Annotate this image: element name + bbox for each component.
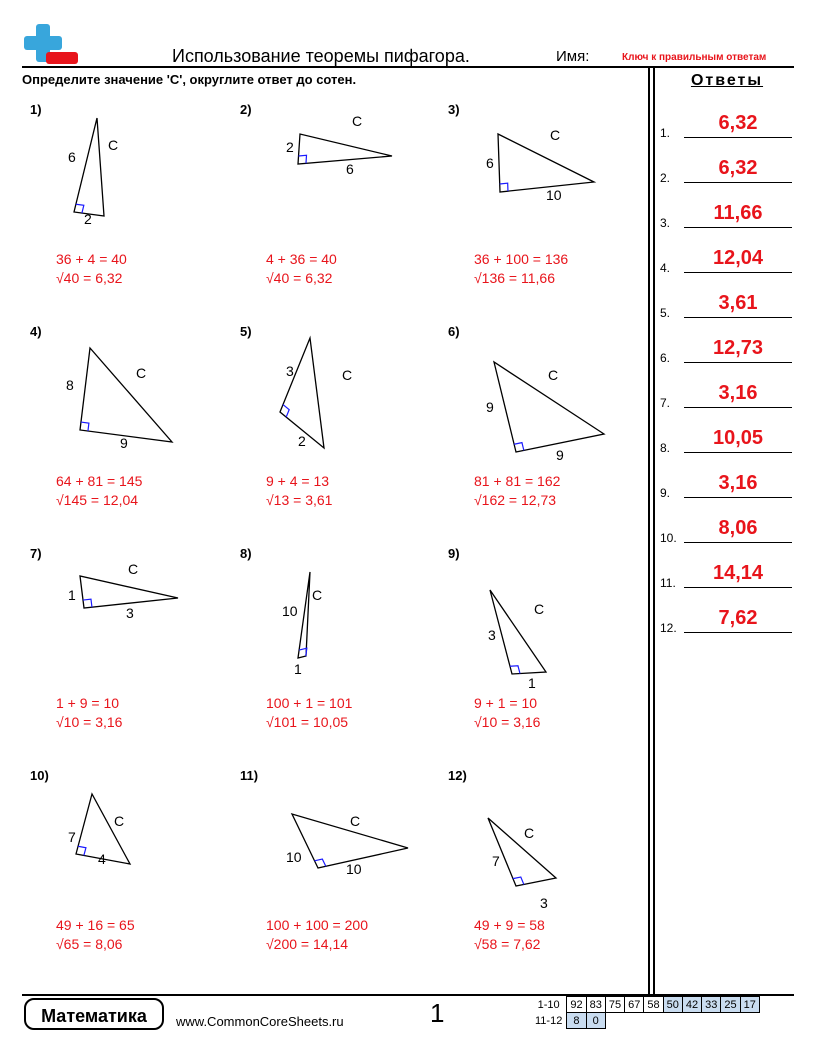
solution-root: √10 = 3,16 — [56, 714, 123, 730]
hypotenuse-label: C — [136, 365, 147, 381]
leg-b-label: 2 — [298, 433, 306, 449]
answer-row — [660, 280, 794, 320]
answer-column-divider — [653, 66, 655, 996]
answer-row — [660, 145, 794, 185]
problem-cell — [22, 100, 222, 310]
leg-b-label: 10 — [546, 187, 562, 203]
problem-cell — [232, 544, 432, 754]
right-triangle — [22, 544, 222, 694]
answer-line — [684, 272, 792, 273]
right-triangle — [22, 322, 222, 472]
answer-number: 5. — [660, 306, 671, 320]
problem-number: 10) — [30, 768, 49, 783]
solution-sum: 9 + 1 = 10 — [474, 695, 538, 711]
answer-number: 4. — [660, 261, 671, 275]
leg-b-label: 4 — [98, 851, 106, 867]
hypotenuse-label: C — [108, 137, 119, 153]
hypotenuse-label: C — [350, 813, 361, 829]
hypotenuse-label: C — [550, 127, 561, 143]
solution-root: √40 = 6,32 — [266, 270, 333, 286]
problem-cell — [232, 100, 432, 310]
answer-line — [684, 362, 792, 363]
solution-sum: 100 + 100 = 200 — [266, 917, 368, 933]
right-triangle — [440, 100, 640, 250]
answer-value: 6,32 — [718, 112, 758, 134]
logo-icon — [22, 22, 80, 68]
triangle-shape — [298, 572, 310, 658]
triangle-shape — [298, 134, 392, 164]
answer-line — [684, 227, 792, 228]
leg-a-label: 7 — [68, 829, 76, 845]
problem-cell — [22, 544, 222, 754]
hypotenuse-label: C — [524, 825, 535, 841]
answer-value: 3,16 — [718, 382, 758, 404]
score-cell: 83 — [586, 997, 605, 1013]
right-triangle — [232, 544, 432, 694]
leg-b-label: 9 — [556, 447, 564, 463]
score-cell: 50 — [663, 997, 682, 1013]
hypotenuse-label: C — [534, 601, 545, 617]
name-label: Имя: — [556, 48, 590, 65]
answer-row — [660, 415, 794, 455]
leg-b-label: 6 — [346, 161, 354, 177]
answer-key-label: Ключ к правильным ответам — [622, 52, 767, 63]
answer-value: 7,62 — [718, 607, 758, 629]
right-angle-mark — [76, 204, 84, 213]
problem-number: 4) — [30, 324, 42, 339]
problem-number: 9) — [448, 546, 460, 561]
solution-root: √162 = 12,73 — [474, 492, 557, 508]
worksheet-title: Использование теоремы пифагора. — [172, 46, 470, 66]
answers-heading: Ответы — [690, 72, 764, 89]
solution-root: √10 = 3,16 — [474, 714, 541, 730]
problem-cell — [22, 766, 222, 976]
answer-line — [684, 137, 792, 138]
answer-row — [660, 190, 794, 230]
answer-row — [660, 370, 794, 410]
answer-value: 8,06 — [718, 517, 758, 539]
leg-a-label: 6 — [68, 149, 76, 165]
answer-value: 3,61 — [718, 292, 758, 314]
triangle-shape — [498, 134, 594, 192]
brand-badge: Математика — [24, 998, 164, 1030]
problem-number: 3) — [448, 102, 460, 117]
hypotenuse-label: C — [352, 113, 363, 129]
answer-row — [660, 460, 794, 500]
answer-row — [660, 235, 794, 275]
leg-a-label: 6 — [486, 155, 494, 171]
problem-cell — [440, 544, 640, 754]
solution-sum: 49 + 16 = 65 — [56, 917, 135, 933]
problem-number: 5) — [240, 324, 252, 339]
answer-number: 12. — [660, 621, 677, 635]
answer-value: 11,66 — [713, 202, 763, 224]
leg-a-label: 10 — [282, 603, 298, 619]
score-cell: 75 — [605, 997, 624, 1013]
score-cell: 33 — [702, 997, 721, 1013]
answer-line — [684, 542, 792, 543]
problem-cell — [440, 766, 640, 976]
score-table — [532, 996, 760, 1029]
problem-cell — [22, 322, 222, 532]
problem-number: 8) — [240, 546, 252, 561]
score-cell: 17 — [740, 997, 759, 1013]
solution-sum: 1 + 9 = 10 — [56, 695, 120, 711]
solution-root: √65 = 8,06 — [56, 936, 123, 952]
problem-cell — [232, 766, 432, 976]
right-triangle — [22, 766, 222, 916]
page-number: 1 — [430, 998, 445, 1028]
answer-value: 12,04 — [712, 247, 764, 269]
answer-row — [660, 325, 794, 365]
answer-number: 7. — [660, 396, 671, 410]
score-cell: 67 — [625, 997, 644, 1013]
answer-row — [660, 100, 794, 140]
problem-number: 7) — [30, 546, 42, 561]
leg-a-label: 1 — [68, 587, 76, 603]
leg-a-label: 3 — [286, 363, 294, 379]
solution-sum: 81 + 81 = 162 — [474, 473, 561, 489]
problem-number: 12) — [448, 768, 467, 783]
solution-root: √101 = 10,05 — [266, 714, 349, 730]
answer-number: 6. — [660, 351, 671, 365]
answer-number: 8. — [660, 441, 671, 455]
answer-line — [684, 407, 792, 408]
score-row-label: 11-12 — [535, 1014, 563, 1027]
problem-number: 1) — [30, 102, 42, 117]
hypotenuse-label: C — [114, 813, 125, 829]
answer-line — [684, 317, 792, 318]
triangle-shape — [488, 818, 556, 886]
triangle-shape — [80, 348, 172, 442]
right-angle-mark — [500, 183, 508, 191]
right-triangle — [22, 100, 222, 250]
answer-row — [660, 505, 794, 545]
leg-b-label: 1 — [528, 675, 536, 691]
answer-line — [684, 587, 792, 588]
leg-b-label: 2 — [84, 211, 92, 227]
solution-sum: 36 + 100 = 136 — [474, 251, 569, 267]
leg-a-label: 3 — [488, 627, 496, 643]
leg-a-label: 9 — [486, 399, 494, 415]
answer-number: 11. — [660, 576, 676, 590]
answer-value: 10,05 — [712, 427, 764, 449]
score-row-label: 1-10 — [537, 998, 560, 1011]
problem-cell — [232, 322, 432, 532]
answer-line — [684, 452, 792, 453]
solution-sum: 64 + 81 = 145 — [56, 473, 143, 489]
answer-number: 3. — [660, 216, 671, 230]
leg-b-label: 3 — [126, 605, 134, 621]
right-triangle — [440, 322, 640, 472]
leg-a-label: 8 — [66, 377, 74, 393]
solution-sum: 9 + 4 = 13 — [266, 473, 330, 489]
answer-row — [660, 595, 794, 635]
answer-number: 2. — [660, 171, 671, 185]
problem-number: 2) — [240, 102, 252, 117]
triangle-shape — [74, 118, 104, 216]
problem-number: 6) — [448, 324, 460, 339]
hypotenuse-label: C — [548, 367, 559, 383]
leg-b-label: 9 — [120, 435, 128, 451]
score-cell: 92 — [567, 997, 586, 1013]
leg-a-label: 10 — [286, 849, 302, 865]
answer-value: 12,73 — [712, 337, 764, 359]
solution-sum: 4 + 36 = 40 — [266, 251, 337, 267]
answer-column-divider — [648, 66, 650, 996]
right-triangle — [232, 322, 432, 472]
leg-a-label: 7 — [492, 853, 500, 869]
hypotenuse-label: C — [342, 367, 353, 383]
instructions: Определите значение 'C', округлите ответ до сотен. — [22, 72, 357, 87]
solution-root: √200 = 14,14 — [266, 936, 349, 952]
right-triangle — [440, 766, 640, 916]
triangle-shape — [80, 576, 178, 608]
answer-number: 10. — [660, 531, 677, 545]
solution-sum: 49 + 9 = 58 — [474, 917, 545, 933]
triangle-shape — [280, 338, 324, 448]
site-url: www.CommonCoreSheets.ru — [176, 1014, 344, 1029]
solution-root: √136 = 11,66 — [474, 270, 555, 286]
solution-root: √58 = 7,62 — [474, 936, 541, 952]
solution-root: √13 = 3,61 — [266, 492, 333, 508]
score-cell: 0 — [586, 1013, 605, 1029]
solution-root: √40 = 6,32 — [56, 270, 123, 286]
problem-cell — [440, 100, 640, 310]
answer-line — [684, 182, 792, 183]
right-triangle — [232, 100, 432, 250]
right-triangle — [440, 544, 640, 694]
answer-line — [684, 497, 792, 498]
leg-a-label: 2 — [286, 139, 294, 155]
right-angle-mark — [299, 155, 307, 163]
header-divider — [22, 66, 794, 68]
score-cell: 25 — [721, 997, 740, 1013]
answer-value: 14,14 — [712, 562, 764, 584]
answer-line — [684, 632, 792, 633]
solution-sum: 100 + 1 = 101 — [266, 695, 353, 711]
answer-value: 6,32 — [718, 157, 758, 179]
answer-row — [660, 550, 794, 590]
score-cell: 8 — [567, 1013, 586, 1029]
hypotenuse-label: C — [312, 587, 323, 603]
score-cell: 58 — [644, 997, 663, 1013]
solution-sum: 36 + 4 = 40 — [56, 251, 127, 267]
score-cell: 42 — [682, 997, 701, 1013]
score-row — [532, 997, 759, 1013]
hypotenuse-label: C — [128, 561, 139, 577]
problem-cell — [440, 322, 640, 532]
answer-value: 3,16 — [718, 472, 758, 494]
problem-number: 11) — [240, 768, 259, 783]
leg-b-label: 3 — [540, 895, 548, 911]
right-triangle — [232, 766, 432, 916]
leg-b-label: 10 — [346, 861, 362, 877]
score-row — [532, 1013, 759, 1029]
solution-root: √145 = 12,04 — [56, 492, 139, 508]
answer-number: 9. — [660, 486, 671, 500]
leg-b-label: 1 — [294, 661, 302, 677]
answer-number: 1. — [660, 126, 671, 140]
